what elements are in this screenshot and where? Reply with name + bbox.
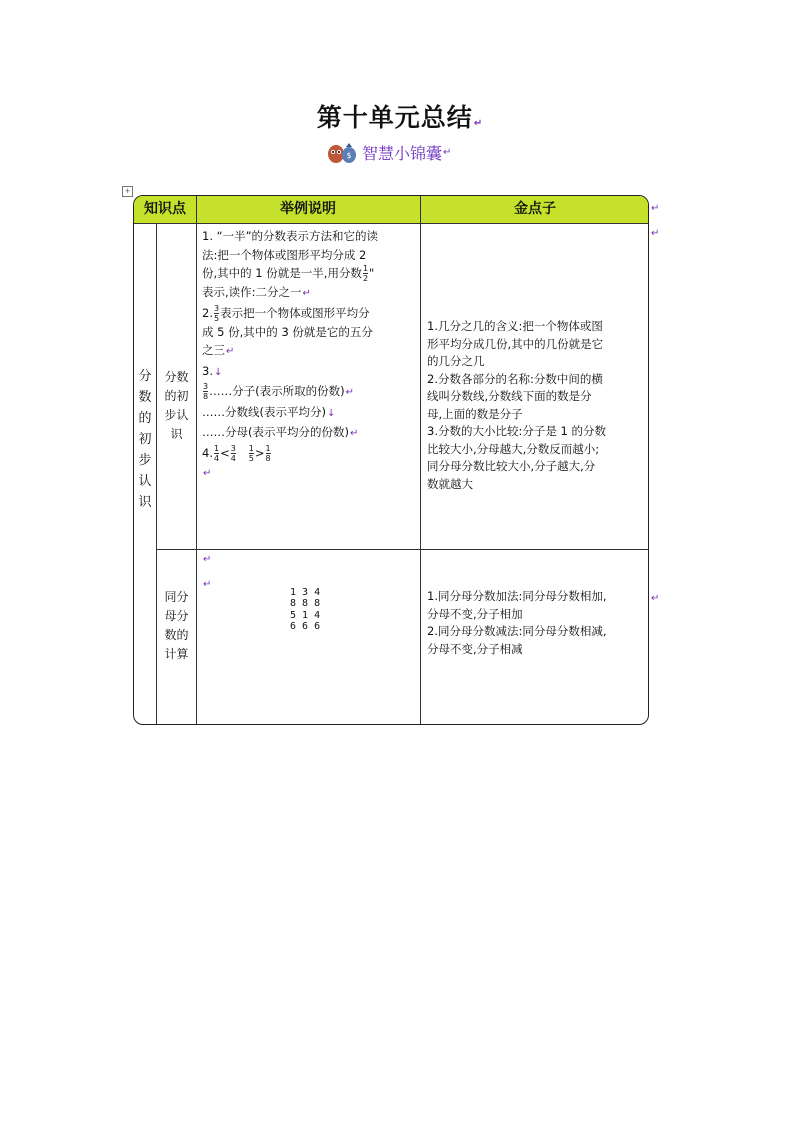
tip-line: 3.分数的大小比较:分子是 1 的分数: [427, 424, 606, 438]
row-end-mark: ↵: [651, 203, 660, 214]
fraction-three-fifths: $\frac{3}{5}$: [213, 303, 220, 323]
subtitle-row: $ 智慧小锦囊 ↵: [326, 137, 451, 167]
row-end-mark: ↵: [651, 593, 660, 604]
row1-examples: [202, 227, 416, 483]
header-examples: 举例说明: [280, 201, 336, 217]
tip-line: 母,上面的数是分子: [427, 406, 523, 421]
summary-table: [133, 195, 649, 725]
example-line: ……分数线(表示平均分)↓: [202, 404, 336, 419]
tip-line: 数就越大: [427, 476, 473, 491]
row2-example-marks: ↵ ↵: [203, 554, 212, 590]
table-move-handle[interactable]: +: [122, 186, 133, 197]
category-label: 分数的初步认识: [138, 369, 152, 510]
example-line: 法:把一个物体或图形平均分成 2: [202, 247, 367, 262]
example-line: ↵: [203, 467, 212, 479]
grid-line: [156, 549, 649, 550]
svg-text:$: $: [346, 151, 352, 160]
tip-line: 1.几分之几的含义:把一个物体或图: [427, 319, 603, 333]
row2-equation-add: 1 3 4 8 8 8: [290, 587, 321, 609]
row1-topic: 分数的初步认识: [164, 370, 189, 441]
example-line: 4. $\frac{1}{4}$ < $\frac{3}{4}$ $\frac{1}{5}$ > $\frac{1}{8}$: [202, 443, 271, 463]
row1-tips: [427, 318, 647, 493]
tip-line: 的几分之几: [427, 354, 485, 368]
subtitle-text: 智慧小锦囊: [362, 143, 443, 163]
grid-line: [156, 223, 157, 725]
tip-line: 线叫分数线,分数线下面的数是分: [427, 389, 592, 403]
row2-equation-subtract: 5 1 4 6 6 6: [290, 610, 321, 632]
row2-tips: [427, 588, 647, 658]
tip-line: 比较大小,分母越大,分数反而越小;: [427, 441, 600, 456]
table-header: [134, 196, 649, 224]
example-line: 2. $\frac{3}{5}$ 表示把一个物体或图形平均分: [202, 303, 370, 323]
mascot-icon: [326, 138, 358, 166]
page-title: 第十单元总结↵: [316, 103, 484, 132]
row2-topic: 同分母分数的计算: [164, 590, 189, 661]
example-line: 3.↓: [202, 363, 223, 378]
example-line: ……分母(表示平均分的份数)↵: [202, 425, 359, 439]
tip-line: 形平均分成几份,其中的几份就是它: [427, 336, 604, 351]
tip-line: 1.同分母分数加法:同分母分数相加,: [427, 589, 607, 603]
grid-line: [420, 196, 421, 725]
tip-line: 分母不变,分子相减: [427, 641, 523, 656]
example-line: 表示,读作:二分之一↵: [202, 285, 311, 299]
example-line: $\frac{3}{8}$ ……分子(表示所取的份数)↵: [203, 382, 354, 401]
fraction-three-eighths: $\frac{3}{8}$: [203, 382, 209, 401]
tip-line: 2.分数各部分的名称:分数中间的横: [427, 371, 603, 386]
tip-line: 分母不变,分子相加: [427, 606, 523, 621]
example-line: 之三↵: [202, 343, 235, 357]
header-tips: 金点子: [514, 201, 556, 217]
example-line: 份,其中的 1 份就是一半,用分数 $\frac{1}{2}$ ": [202, 264, 375, 283]
example-line: 1. “一半”的分数表示方法和它的读: [202, 229, 379, 243]
example-line: 成 5 份,其中的 3 份就是它的五分: [202, 324, 373, 339]
row-end-mark: ↵: [651, 228, 660, 239]
fraction-half: $\frac{1}{2}$: [362, 264, 369, 283]
header-knowledge-point: 知识点: [144, 201, 186, 217]
tip-line: 同分母分数比较大小,分子越大,分: [427, 459, 596, 473]
grid-line: [196, 196, 197, 725]
tip-line: 2.同分母分数减法:同分母分数相减,: [427, 624, 607, 638]
